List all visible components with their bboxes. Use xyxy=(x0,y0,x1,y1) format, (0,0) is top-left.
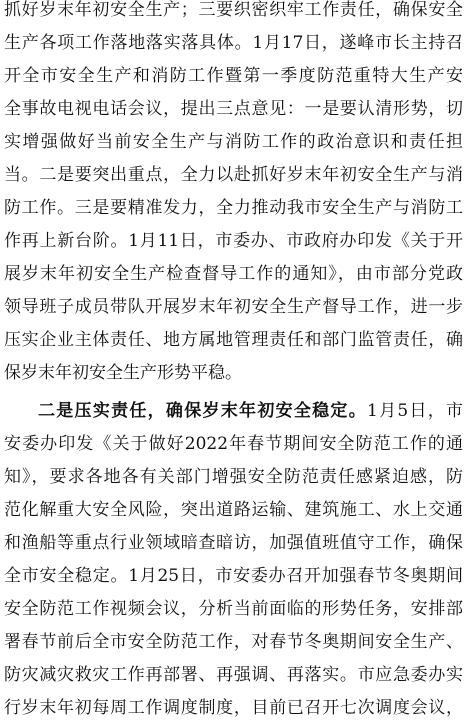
text-line: 安全防范工作视频会议，分析当前面临的形势任务，安排部 xyxy=(4,599,463,619)
section-heading: 二是压实责任，确保岁末年初安全稳定。 xyxy=(38,401,367,421)
text-line: 安委办印发《关于做好2022年春节期间安全防范工作的通 xyxy=(4,434,463,454)
text-line: 保岁末年初安全生产形势平稳。 xyxy=(4,363,242,383)
text-line: 展岁末年初安全生产检查督导工作的通知》，由市部分党政 xyxy=(4,264,463,284)
text-line: 当。二是要突出重点，全力以赴抓好岁末年初安全生产与消 xyxy=(4,165,463,185)
text-line: 实增强做好当前安全生产与消防工作的政治意识和责任担 xyxy=(4,132,463,152)
text-line: 和渔船等重点行业领域暗查暗访，加强值班值守工作，确保 xyxy=(4,533,463,553)
text-line: 开全市安全生产和消防工作暨第一季度防范重特大生产安 xyxy=(4,66,463,86)
text-line: 抓好岁末年初安全生产；三要织密织牢工作责任，确保安全 xyxy=(4,0,463,20)
text-line: 署春节前后全市安全防范工作，对春节冬奥期间安全生产、 xyxy=(4,632,463,652)
text-line: 生产各项工作落地落实落具体。1月17日，遂峰市长主持召 xyxy=(4,33,463,53)
text-line: 范化解重大安全风险，突出道路运输、建筑施工、水上交通 xyxy=(4,500,463,520)
text-line: 知》，要求各地各有关部门增强安全防范责任感紧迫感，防 xyxy=(4,467,463,487)
text-line: 压实企业主体责任、地方属地管理责任和部门监管责任，确 xyxy=(4,330,463,350)
text-line: 防工作。三是要精准发力，全力推动我市安全生产与消防工 xyxy=(4,198,463,218)
text-line: 行岁末年初每周工作调度制度，目前已召开七次调度会议， xyxy=(4,698,463,718)
text-line: 全事故电视电话会议，提出三点意见：一是要认清形势，切 xyxy=(4,99,463,119)
text-line: 作再上新台阶。1月11日，市委办、市政府办印发《关于开 xyxy=(4,231,463,251)
text-run: 1月5日，市 xyxy=(366,401,463,421)
text-line: 领导班子成员带队开展岁末年初安全生产督导工作，进一步 xyxy=(4,297,463,317)
text-line: 防灾减灾救灾工作再部署、再强调、再落实。市应急委办实 xyxy=(4,665,463,685)
paragraph-first-line xyxy=(38,395,463,428)
text-line: 全市安全稳定。1月25日，市安委办召开加强春节冬奥期间 xyxy=(4,566,463,586)
